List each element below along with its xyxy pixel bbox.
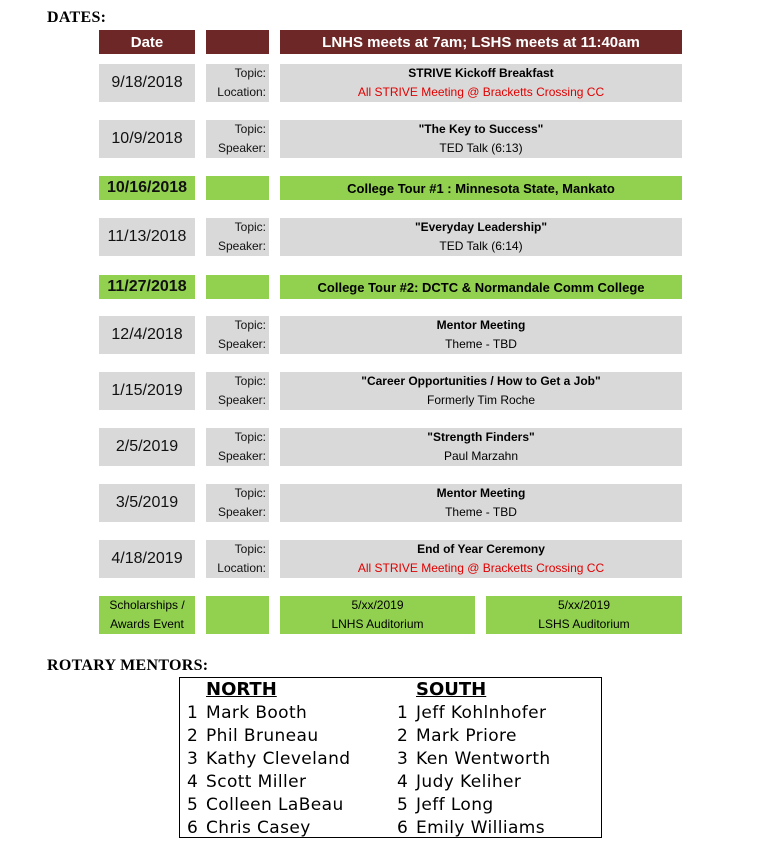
mentor-number: 6: [397, 818, 409, 838]
row-labels: [206, 316, 269, 354]
mentor-name: Kathy Cleveland: [206, 749, 351, 769]
south-heading: SOUTH: [416, 679, 487, 700]
row-topic: Mentor Meeting: [436, 318, 526, 332]
event-row-description: College Tour #1 : Minnesota State, Mankato: [280, 176, 682, 200]
row-speaker: TED Talk (6:14): [439, 239, 523, 253]
mentor-entry: [397, 702, 551, 725]
row-labels: [206, 540, 269, 578]
mentor-number: 2: [187, 726, 199, 746]
row-details: [280, 372, 682, 410]
row-topic: "Career Opportunities / How to Get a Job": [361, 374, 601, 388]
mentor-entry: [187, 794, 350, 817]
mentor-name: Phil Bruneau: [206, 726, 319, 746]
row-location: All STRIVE Meeting @ Bracketts Crossing CC: [357, 85, 605, 99]
awards-lshs-date: 5/xx/2019: [557, 598, 611, 612]
row-topic: "Strength Finders": [427, 430, 535, 444]
row-speaker: Theme - TBD: [445, 337, 517, 351]
mentor-number: 3: [187, 749, 199, 769]
row-location: All STRIVE Meeting @ Bracketts Crossing CC: [357, 561, 605, 575]
event-row-date: 11/27/2018: [99, 275, 195, 299]
mentor-number: 3: [397, 749, 409, 769]
row-label-2: Speaker:: [217, 141, 266, 155]
row-label-1: Topic:: [234, 220, 266, 234]
mentor-list-box: [179, 677, 602, 838]
awards-lnhs-place: LNHS Auditorium: [331, 617, 424, 631]
mentor-name: Jeff Kohlnhofer: [416, 703, 547, 723]
mentor-number: 2: [397, 726, 409, 746]
row-details: [280, 64, 682, 102]
mentor-entry: [397, 725, 551, 748]
awards-lshs: [486, 596, 682, 634]
event-row-date: 10/16/2018: [99, 176, 195, 200]
mentor-entry: [397, 748, 551, 771]
north-heading: NORTH: [206, 679, 277, 700]
meeting-times-header: LNHS meets at 7am; LSHS meets at 11:40am: [280, 30, 682, 54]
mentor-name: Judy Keliher: [416, 772, 522, 792]
row-label-1: Topic:: [234, 318, 266, 332]
mentor-entry: [397, 794, 551, 817]
row-label-1: Topic:: [234, 66, 266, 80]
row-date: 9/18/2018: [99, 64, 195, 102]
row-label-1: Topic:: [234, 486, 266, 500]
row-label-2: Location:: [217, 85, 266, 99]
mentor-entry: [187, 771, 350, 794]
mentor-number: 4: [397, 772, 409, 792]
row-speaker: Paul Marzahn: [443, 449, 519, 463]
row-labels: [206, 484, 269, 522]
row-labels: [206, 372, 269, 410]
event-row-spacer: [206, 275, 269, 299]
row-speaker: TED Talk (6:13): [439, 141, 523, 155]
row-date: 10/9/2018: [99, 120, 195, 158]
mentor-entry: [187, 702, 350, 725]
awards-label-line2: Awards Event: [110, 617, 184, 631]
date-column-header: Date: [99, 30, 195, 54]
rotary-mentors-title: ROTARY MENTORS:: [47, 657, 209, 674]
row-label-2: Speaker:: [217, 393, 266, 407]
label-column-header: [206, 30, 269, 54]
awards-label: [99, 596, 195, 634]
awards-label-line1: Scholarships /: [109, 598, 185, 612]
mentor-name: Colleen LaBeau: [206, 795, 344, 815]
mentor-number: 4: [187, 772, 199, 792]
mentor-number: 5: [397, 795, 409, 815]
north-column: [187, 678, 350, 840]
row-topic: "The Key to Success": [418, 122, 544, 136]
event-row-spacer: [206, 176, 269, 200]
row-labels: [206, 218, 269, 256]
row-date: 4/18/2019: [99, 540, 195, 578]
mentor-entry: [187, 748, 350, 771]
mentor-name: Mark Booth: [206, 703, 308, 723]
mentor-entry: [187, 817, 350, 840]
row-date: 11/13/2018: [99, 218, 195, 256]
mentor-number: 1: [187, 703, 199, 723]
awards-lshs-place: LSHS Auditorium: [538, 617, 630, 631]
row-topic: End of Year Ceremony: [417, 542, 545, 556]
mentor-number: 1: [397, 703, 409, 723]
row-date: 2/5/2019: [99, 428, 195, 466]
mentor-number: 6: [187, 818, 199, 838]
awards-lnhs: [280, 596, 475, 634]
row-label-1: Topic:: [234, 430, 266, 444]
mentor-name: Chris Casey: [206, 818, 311, 838]
row-date: 12/4/2018: [99, 316, 195, 354]
mentor-entry: [397, 817, 551, 840]
row-details: [280, 540, 682, 578]
south-column: [397, 678, 551, 840]
row-label-2: Location:: [217, 561, 266, 575]
mentor-name: Jeff Long: [416, 795, 494, 815]
mentor-name: Ken Wentworth: [416, 749, 551, 769]
row-date: 3/5/2019: [99, 484, 195, 522]
row-label-2: Speaker:: [217, 337, 266, 351]
row-labels: [206, 428, 269, 466]
row-label-1: Topic:: [234, 122, 266, 136]
row-label-2: Speaker:: [217, 449, 266, 463]
row-label-1: Topic:: [234, 542, 266, 556]
row-labels: [206, 64, 269, 102]
row-labels: [206, 120, 269, 158]
row-label-2: Speaker:: [217, 239, 266, 253]
mentor-number: 5: [187, 795, 199, 815]
row-label-1: Topic:: [234, 374, 266, 388]
mentor-entry: [397, 771, 551, 794]
row-details: [280, 428, 682, 466]
awards-spacer: [206, 596, 269, 634]
row-details: [280, 218, 682, 256]
row-speaker: Theme - TBD: [445, 505, 517, 519]
dates-title: DATES:: [47, 9, 107, 26]
row-topic: "Everyday Leadership": [414, 220, 548, 234]
mentor-entry: [187, 725, 350, 748]
mentor-name: Scott Miller: [206, 772, 307, 792]
row-topic: STRIVE Kickoff Breakfast: [408, 66, 554, 80]
row-topic: Mentor Meeting: [436, 486, 526, 500]
row-speaker: Formerly Tim Roche: [426, 393, 536, 407]
row-label-2: Speaker:: [217, 505, 266, 519]
mentor-name: Mark Priore: [416, 726, 517, 746]
awards-lnhs-date: 5/xx/2019: [351, 598, 404, 612]
mentor-name: Emily Williams: [416, 818, 545, 838]
row-details: [280, 316, 682, 354]
row-date: 1/15/2019: [99, 372, 195, 410]
row-details: [280, 484, 682, 522]
row-details: [280, 120, 682, 158]
event-row-description: College Tour #2: DCTC & Normandale Comm College: [280, 275, 682, 299]
